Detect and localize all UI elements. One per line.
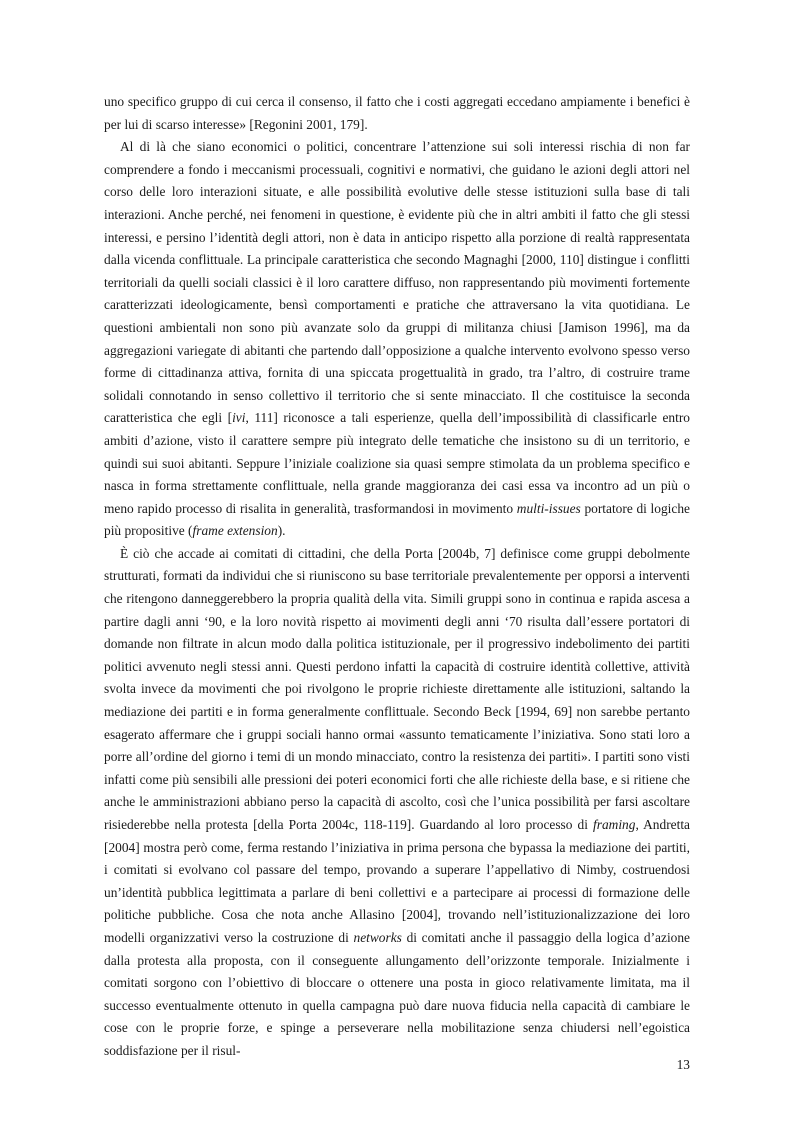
paragraph-interests	[104, 136, 690, 543]
paragraph-text: di comitati anche il passaggio della logica d’azione dalla protesta alla proposta, con il conseguente allungamento dell’orizzonte temporale. Inizialmente i comitati sorgono con l’obiettivo di bloccare o ottenere una posta in gioco relativamente limitata, ma il successo eventualmente ottenuto in quella campagna può dare nuova fiducia nella capacità di cambiare le cose con le proprie forze, e spinge a perseverare nella mobilitazione senza chiudersi nell’egoistica soddisfazione per il risul-	[104, 929, 690, 1058]
paragraph-continued	[104, 91, 690, 136]
italic-term: ivi	[232, 410, 246, 426]
paragraph-text: uno specifico gruppo di cui cerca il consenso, il fatto che i costi aggregati eccedano ampiamente i benefici è per lui di scarso interesse» [Regonini 2001, 179].	[104, 94, 690, 132]
paragraph-text: Al di là che siano economici o politici, concentrare l’attenzione sui soli interessi rischia di non far comprendere a fondo i meccanismi processuali, cognitivi e normativi, che guidano le azioni degli attori nel corso delle loro interazioni situate, e alle possibilità evolutive delle stesse istituzioni sulla base di tali interazioni. Anche perché, nei fenomeni in questione, è evidente più che in altri ambiti il fatto che gli stessi interessi, e persino l’identità degli attori, non è data in anticipo rispetto alla porzione di realtà rappresentata dalla vicenda conflittuale. La principale caratteristica che secondo Magnaghi [2000, 110] distingue i conflitti territoriali da quelli sociali classici è il loro carattere diffuso, non rappresentando più movimenti fortemente caratterizzati ideologicamente, bensì comportamenti e pratiche che attraversano la vita quotidiana. Le questioni ambientali non sono più avanzate solo da gruppi di militanza chiusi [Jamison 1996], ma da aggregazioni variegate di abitanti che partendo dall’opposizione a qualche intervento evolvono spesso verso forme di cittadinanza attiva, fornita di una spiccata progettualità in grado, tra l’altro, di costruire trame solidali connotando in senso collettivo il territorio che si sente minacciato. Il che costituisce la seconda caratteristica che egli [	[104, 139, 690, 426]
paragraph-comitati	[104, 543, 690, 1063]
page-number: 13	[676, 1057, 690, 1072]
italic-term: multi-issues	[516, 500, 581, 516]
italic-term: frame extension	[192, 523, 278, 539]
paragraph-text: portatore di logiche più propositive (	[104, 500, 690, 539]
paragraph-text: ).	[277, 523, 286, 539]
paragraph-text: , Andretta [2004] mostra però come, ferma restando l’iniziativa in prima persona che bypassa la mediazione dei partiti, i comitati si evolvano col passare del tempo, provando a superare l’appellativo di Nimby, costruendosi un’identità pubblica legittimata a parlare di beni collettivi e a partecipare ai processi di formazione delle politiche pubbliche. Cosa che nota anche Allasino [2004], trovando nell’istituzionalizzazione dei loro modelli organizzativi verso la costruzione di	[104, 817, 690, 945]
italic-term: framing	[593, 817, 636, 832]
italic-term: networks	[353, 929, 402, 945]
body-text	[104, 90, 690, 1063]
paragraph-text: , 111] riconosce a tali esperienze, quella dell’impossibilità di classificarle entro ambiti d’azione, visto il carattere sempre più integrato delle tematiche che insistono su di un territorio, e quindi sui suoi abitanti. Seppure l’iniziale coalizione sia quasi sempre stimolata da un problema specifico e nasca in forma strettamente conflittuale, nella grande maggioranza dei casi essa va incontro ad un più o meno rapido processo di risalita in generalità, trasformandosi in movimento	[104, 410, 691, 516]
paragraph-text: È ciò che accade ai comitati di cittadini, che della Porta [2004b, 7] definisce come gruppi debolmente strutturati, formati da individui che si riuniscono su base territoriale prevalentemente per opporsi a interventi che ritengono danneggerebbero la propria qualità della vita. Simili gruppi sono in continua e rapida ascesa a partire dagli anni ‘90, e la loro novità rispetto ai movimenti degli anni ‘70 risulta dall’essere portatori di domande non filtrate in alcun modo dalla politica istituzionale, per il progressivo indebolimento dei partiti politici avvenuto negli stessi anni. Questi perdono infatti la capacità di costruire identità collettive, attività svolta invece da movimenti che poi rivolgono le proprie richieste direttamente alle istituzioni, saltando la mediazione dei partiti e in forma generalmente conflittuale. Secondo Beck [1994, 69] non sarebbe pertanto esagerato affermare che i gruppi sociali hanno ormai «assunto tematicamente l’iniziativa. Sono stati loro a porre all’ordine del giorno i temi di un mondo minacciato, contro la resistenza dei partiti». I partiti sono visti infatti come più sensibili alle pressioni dei poteri economici forti che alle richieste della base, e si ritiene che anche le amministrazioni abbiano perso la capacità di ascolto, così che l’unica possibilità per farsi ascoltare risiederebbe nella protesta [della Porta 2004c, 118-119]. Guardando al loro processo di	[104, 545, 690, 832]
